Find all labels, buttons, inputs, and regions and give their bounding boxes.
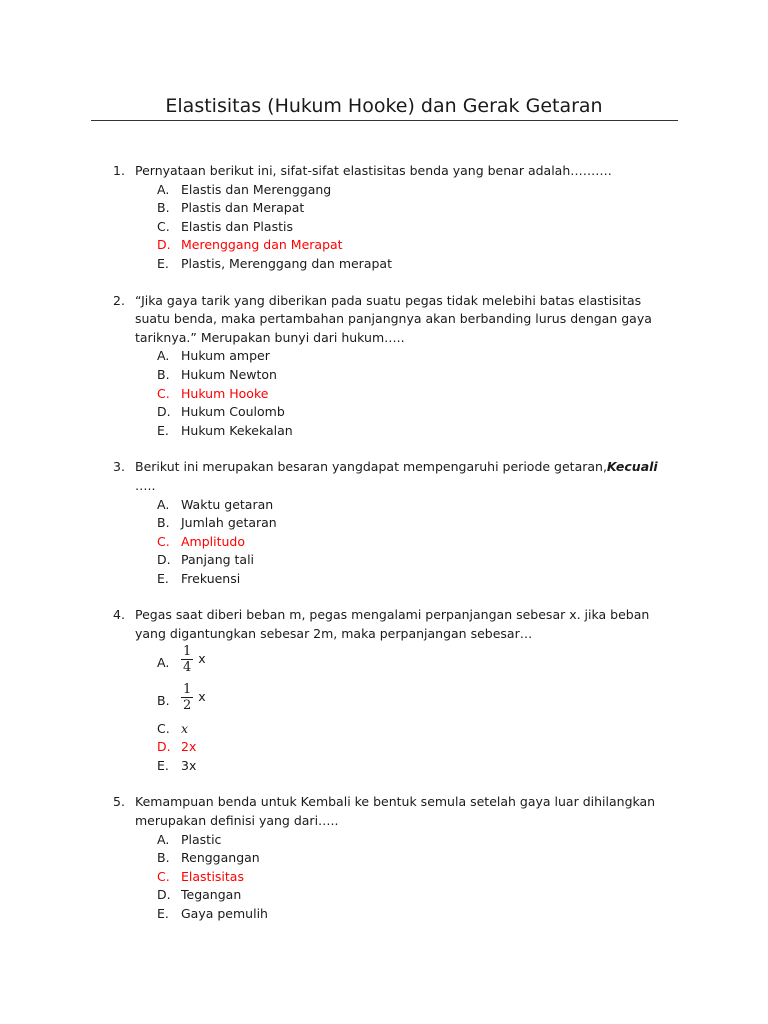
option-letter: C. (157, 533, 170, 549)
page-title: Elastisitas (Hukum Hooke) dan Gerak Getaran (165, 95, 603, 117)
question-text-main: Berikut ini merupakan besaran yangdapat mempengaruhi periode getaran, (135, 459, 607, 475)
option-letter: E. (157, 422, 169, 438)
fraction-denominator: 4 (183, 659, 192, 675)
question-text-tail: ….. (135, 477, 156, 493)
option-e (0, 570, 768, 589)
option-fraction (181, 643, 206, 675)
fraction (181, 682, 193, 713)
option-list (0, 181, 768, 274)
option-text: Gaya pemulih (181, 906, 268, 921)
option-e (0, 255, 768, 274)
option-text: Frekuensi (181, 570, 241, 586)
option-text: Hukum amper (181, 348, 270, 364)
option-text: Hukum Kekekalan (181, 422, 293, 438)
option-letter: A. (157, 654, 170, 670)
option-letter: B. (157, 366, 170, 382)
option-c-correct (0, 385, 768, 404)
fraction-numerator: 1 (183, 643, 192, 659)
option-d-correct (0, 738, 768, 757)
option-a (0, 496, 768, 515)
option-letter: D. (157, 404, 171, 420)
option-text: Tegangan (181, 887, 242, 903)
option-letter: A. (157, 348, 170, 364)
fraction-suffix: x (198, 650, 206, 666)
option-b (0, 514, 768, 533)
option-e (0, 905, 768, 924)
question-text: Pernyataan berikut ini, sifat-sifat elastisitas benda yang benar adalah………. (135, 163, 612, 178)
option-text: Elastis dan Plastis (181, 218, 293, 234)
fraction (181, 644, 193, 675)
option-c (0, 218, 768, 237)
question-text: Pegas saat diberi beban m, pegas mengalami perpanjangan sebesar x. jika beban yang digantungkan sebesar 2m, maka perpanjangan sebesar… (135, 607, 650, 642)
option-letter: E. (157, 906, 169, 921)
option-a (0, 347, 768, 366)
option-text: Hukum Coulomb (181, 404, 285, 420)
option-text: Renggangan (181, 850, 260, 866)
question-number: 4. (113, 607, 125, 623)
option-letter: C. (157, 218, 170, 234)
option-e (0, 757, 768, 776)
option-text: x (181, 720, 189, 736)
option-letter: E. (157, 255, 169, 271)
option-a (0, 644, 768, 682)
question-1 (0, 162, 768, 274)
option-text: 2x (181, 739, 197, 755)
option-text: Elastisitas (181, 868, 244, 884)
option-letter: D. (157, 552, 171, 568)
question-text: “Jika gaya tarik yang diberikan pada suatu pegas tidak melebihi batas elastisitas suatu benda, maka pertambahan panjangnya akan berbanding lurus dengan gaya tariknya.” Merupakan bunyi dari hukum….. (135, 292, 652, 345)
option-text: Hukum Newton (181, 366, 277, 382)
question-number: 1. (113, 163, 125, 178)
option-d-correct (0, 236, 768, 255)
question-text-emphasis: Kecuali (606, 459, 658, 475)
option-list (0, 496, 768, 589)
option-c (0, 720, 768, 739)
option-text: Merenggang dan Merapat (181, 237, 343, 253)
option-list (0, 347, 768, 440)
question-4 (0, 606, 768, 775)
option-letter: A. (157, 831, 170, 847)
question-number: 5. (113, 794, 125, 810)
option-letter: C. (157, 720, 170, 736)
option-letter: A. (157, 496, 170, 512)
title-underline (91, 120, 678, 121)
option-letter: D. (157, 739, 171, 755)
question-text (135, 458, 680, 495)
option-text: 3x (181, 757, 197, 773)
option-letter: B. (157, 850, 170, 866)
option-letter: C. (157, 385, 170, 401)
question-text: Kemampuan benda untuk Kembali ke bentuk semula setelah gaya luar dihilangkan merupakan definisi yang dari….. (135, 794, 656, 829)
option-text: Amplitudo (181, 533, 246, 549)
option-text: Plastic (181, 831, 222, 847)
question-3 (0, 458, 768, 588)
fraction-denominator: 2 (183, 697, 192, 713)
option-letter: E. (157, 570, 169, 586)
option-c-correct (0, 868, 768, 887)
option-text: Elastis dan Merenggang (181, 181, 332, 197)
option-fraction (181, 681, 206, 713)
option-list (0, 831, 768, 924)
option-letter: D. (157, 887, 171, 903)
fraction-numerator: 1 (183, 681, 192, 697)
option-b (0, 849, 768, 868)
option-d (0, 403, 768, 422)
option-text: Plastis, Merenggang dan merapat (181, 255, 392, 271)
option-letter: A. (157, 181, 170, 197)
option-text: Plastis dan Merapat (181, 200, 305, 216)
option-letter: D. (157, 237, 171, 253)
option-a (0, 831, 768, 850)
option-e (0, 422, 768, 441)
question-number: 3. (113, 459, 125, 475)
option-d (0, 551, 768, 570)
option-letter: C. (157, 868, 170, 884)
option-list (0, 644, 768, 776)
question-2 (0, 292, 768, 441)
option-letter: B. (157, 692, 170, 708)
option-b (0, 199, 768, 218)
question-list (0, 162, 768, 942)
option-b (0, 682, 768, 720)
option-letter: B. (157, 515, 170, 531)
option-letter: B. (157, 200, 170, 216)
option-d (0, 886, 768, 905)
fraction-suffix: x (198, 688, 206, 704)
question-5 (0, 793, 768, 923)
option-text: Panjang tali (181, 552, 255, 568)
question-number: 2. (113, 292, 125, 308)
option-letter: E. (157, 757, 169, 773)
option-text: Jumlah getaran (181, 515, 277, 531)
option-text: Hukum Hooke (181, 385, 269, 401)
option-c-correct (0, 533, 768, 552)
option-b (0, 366, 768, 385)
option-a (0, 181, 768, 200)
option-text: Waktu getaran (181, 496, 274, 512)
